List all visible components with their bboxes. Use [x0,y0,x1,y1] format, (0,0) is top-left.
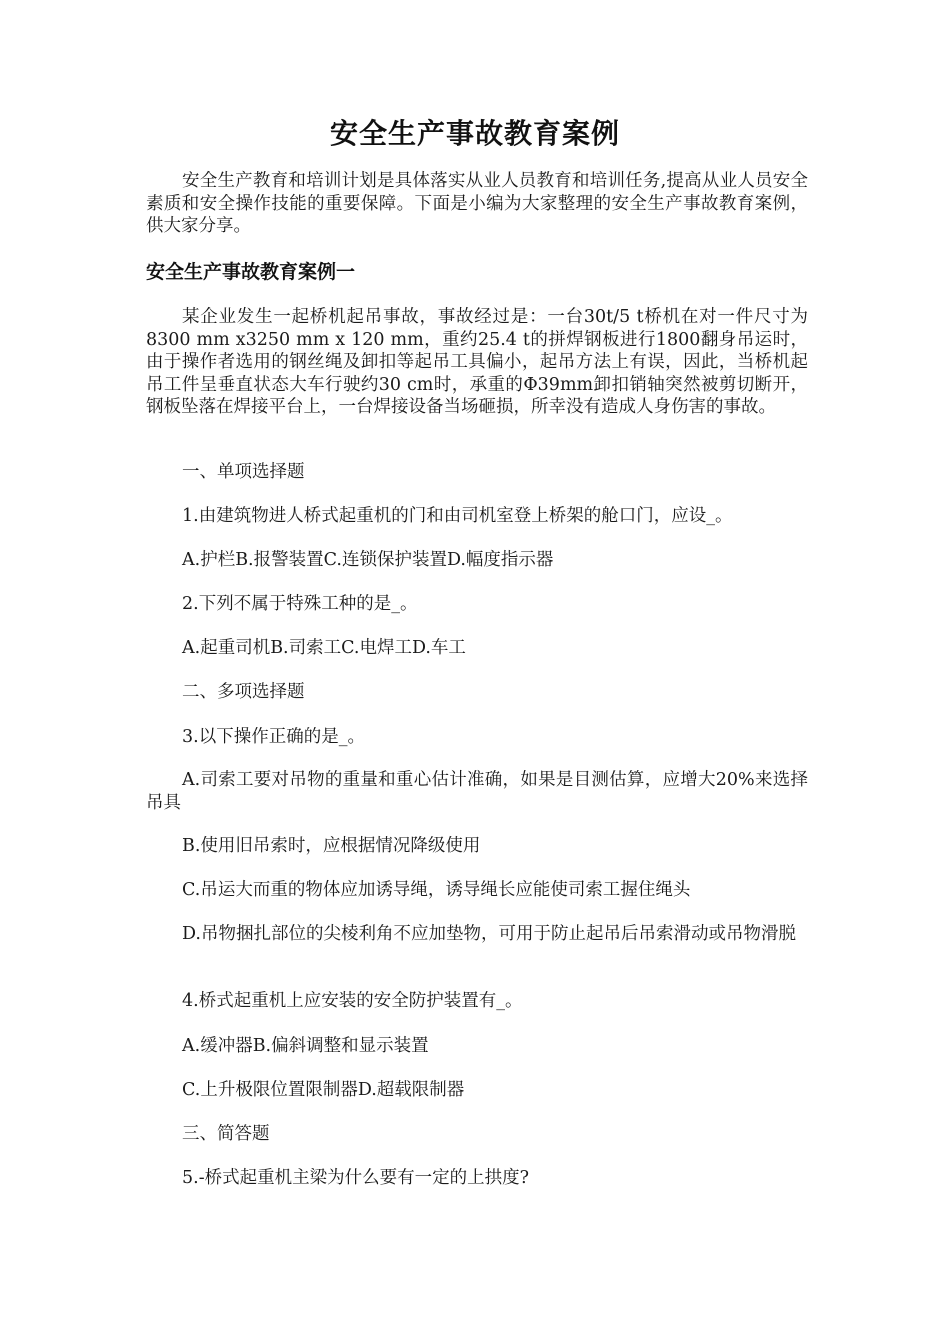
question-3-option-a: A.司索工要对吊物的重量和重心估计准确，如果是目测估算，应增大20%来选择吊具 [146,770,808,813]
question-2-options: A.起重司机B.司索工C.电焊工D.车工 [182,638,466,658]
question-1-options: A.护栏B.报警装置C.连锁保护装置D.幅度指示器 [182,550,554,570]
question-4-options-ab: A.缓冲器B.偏斜调整和显示装置 [182,1036,429,1056]
multi-choice-heading: 二、多项选择题 [182,682,305,702]
question-3-option-b: B.使用旧吊索时，应根据情况降级使用 [182,836,481,856]
case-paragraph: 某企业发生一起桥机起吊事故，事故经过是：一台30t/5 t桥机在对一件尺寸为8300 mm x3250 mm x 120 mm，重约25.4 t的拼焊钢板进行1800翻身吊运时，由于操作者选用的钢丝绳及卸扣等起吊工具偏小，起吊方法上有误，因此，当桥机起吊工件呈垂直状态大车行驶约30 cm时，承重的Φ39mm卸扣销轴突然被剪切断开，钢板坠落在焊接平台上，一台焊接设备当场砸损，所幸没有造成人身伤害的事故。 [146,307,808,418]
question-4-options-cd: C.上升极限位置限制器D.超载限制器 [182,1080,465,1100]
question-3-option-d: D.吊物捆扎部位的尖棱利角不应加垫物，可用于防止起吊后吊索滑动或吊物滑脱 [182,924,796,944]
single-choice-heading: 一、单项选择题 [182,462,305,482]
short-answer-heading: 三、简答题 [182,1124,270,1144]
question-2: 2.下列不属于特殊工种的是_。 [182,594,418,614]
intro-paragraph: 安全生产教育和培训计划是具体落实从业人员教育和培训任务,提高从业人员安全素质和安全操作技能的重要保障。下面是小编为大家整理的安全生产事故教育案例，供大家分享。 [146,171,808,237]
document-title: 安全生产事故教育案例 [329,117,620,150]
section-heading: 安全生产事故教育案例一 [146,261,356,283]
question-5: 5.-桥式起重机主梁为什么要有一定的上拱度? [182,1168,529,1188]
question-4: 4.桥式起重机上应安装的安全防护装置有_。 [182,991,523,1011]
question-3-option-c: C.吊运大而重的物体应加诱导绳，诱导绳长应能使司索工握住绳头 [182,880,691,900]
question-1: 1.由建筑物进人桥式起重机的门和由司机室登上桥架的舱口门，应设_。 [182,506,733,526]
question-3: 3.以下操作正确的是_。 [182,727,365,747]
